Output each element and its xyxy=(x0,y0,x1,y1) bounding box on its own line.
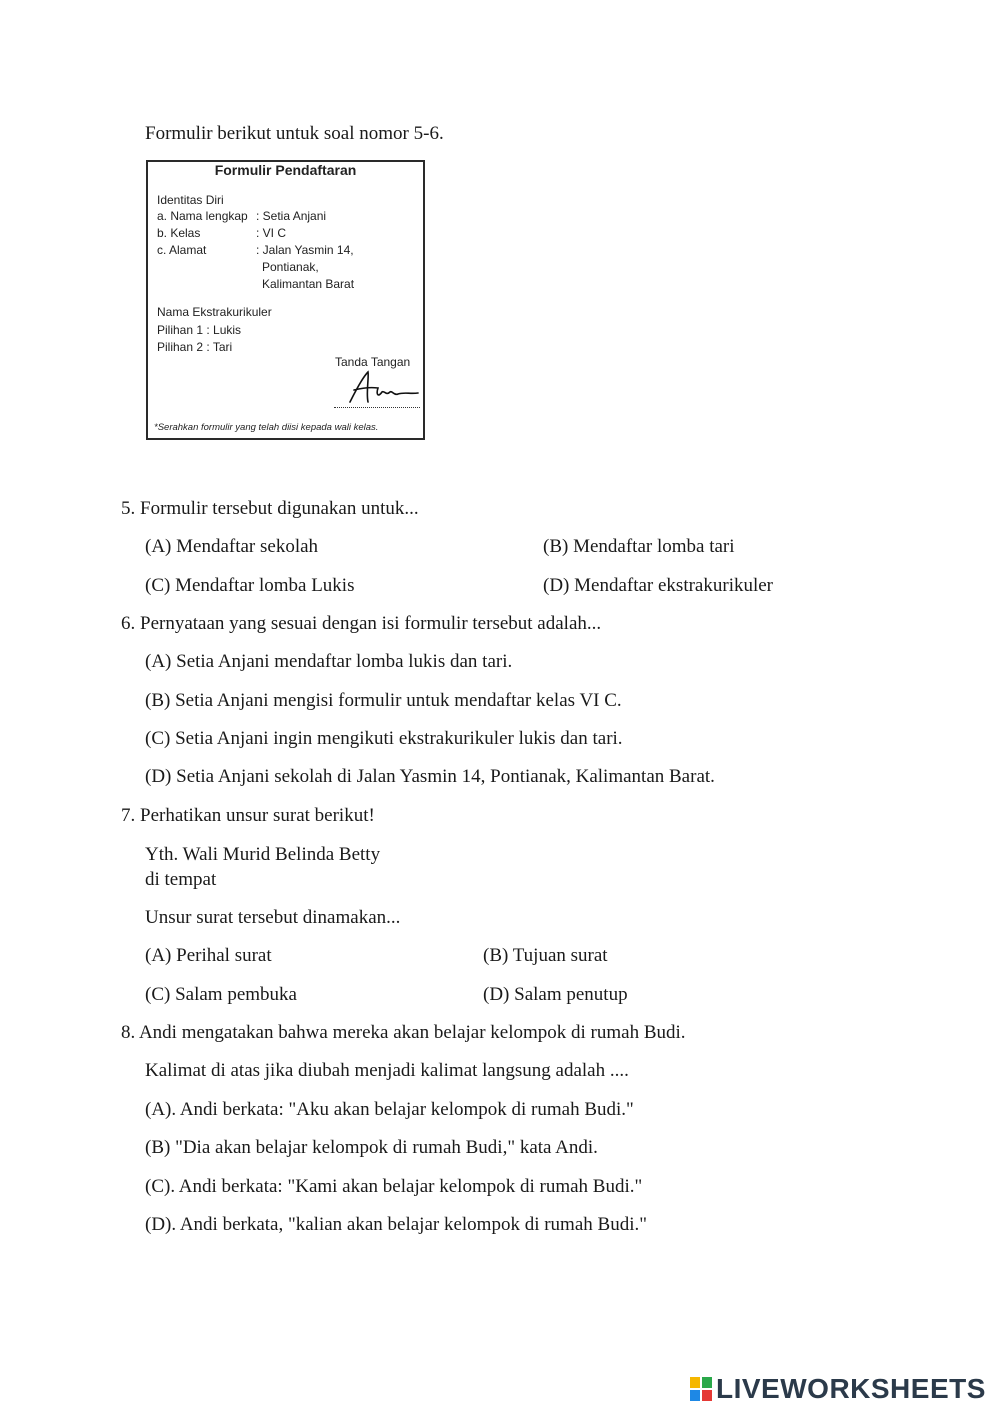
form-address-line1: : Jalan Yasmin 14, xyxy=(256,243,354,257)
form-address-line3: Kalimantan Barat xyxy=(262,277,355,291)
q5-option-c: (C) Mendaftar lomba Lukis xyxy=(145,575,355,596)
form-section-identity: Identitas Diri xyxy=(157,193,224,207)
q8-question: 8. Andi mengatakan bahwa mereka akan belajar kelompok di rumah Budi. xyxy=(121,1022,686,1043)
form-choice-1: Pilihan 1 : Lukis xyxy=(157,323,242,337)
q7-excerpt-line2: di tempat xyxy=(145,869,217,890)
q7-option-a: (A) Perihal surat xyxy=(145,945,272,966)
logo-text: LIVEWORKSHEETS xyxy=(716,1373,986,1404)
signature-line xyxy=(334,407,420,408)
form-note: *Serahkan formulir yang telah diisi kepada wali kelas. xyxy=(154,422,379,433)
q6-question: 6. Pernyataan yang sesuai dengan isi formulir tersebut adalah... xyxy=(121,613,602,634)
q5-option-b: (B) Mendaftar lomba tari xyxy=(543,536,735,557)
form-name-label: a. Nama lengkap xyxy=(157,209,248,223)
q5-option-d: (D) Mendaftar ekstrakurikuler xyxy=(543,575,774,596)
form-title: Formulir Pendaftaran xyxy=(214,162,357,178)
form-address-label: c. Alamat xyxy=(157,243,207,257)
form-name-value: : Setia Anjani xyxy=(256,209,327,223)
q8-prompt: Kalimat di atas jika diubah menjadi kalimat langsung adalah .... xyxy=(145,1060,629,1081)
signature-image xyxy=(336,368,426,408)
q6-option-b: (B) Setia Anjani mengisi formulir untuk mendaftar kelas VI C. xyxy=(145,690,622,711)
form-signature-label: Tanda Tangan xyxy=(335,355,411,369)
q7-excerpt-line1: Yth. Wali Murid Belinda Betty xyxy=(145,844,381,865)
q8-option-c: (C). Andi berkata: "Kami akan belajar kelompok di rumah Budi." xyxy=(145,1176,643,1197)
q5-question: 5. Formulir tersebut digunakan untuk... xyxy=(121,498,419,519)
q6-option-c: (C) Setia Anjani ingin mengikuti ekstrakurikuler lukis dan tari. xyxy=(145,728,623,749)
form-section-extracurricular: Nama Ekstrakurikuler xyxy=(157,305,272,319)
q5-option-a: (A) Mendaftar sekolah xyxy=(145,536,319,557)
intro-text: Formulir berikut untuk soal nomor 5-6. xyxy=(145,123,444,144)
q6-option-a: (A) Setia Anjani mendaftar lomba lukis dan tari. xyxy=(145,651,513,672)
q8-option-a: (A). Andi berkata: "Aku akan belajar kelompok di rumah Budi." xyxy=(145,1099,634,1120)
form-choice-2: Pilihan 2 : Tari xyxy=(157,340,233,354)
q6-option-d: (D) Setia Anjani sekolah di Jalan Yasmin 14, Pontianak, Kalimantan Barat. xyxy=(145,766,715,787)
form-address-line2: Pontianak, xyxy=(262,260,319,274)
form-class-label: b. Kelas xyxy=(157,226,201,240)
form-class-value: : VI C xyxy=(256,226,287,240)
registration-form-image xyxy=(146,160,425,440)
q8-option-b: (B) "Dia akan belajar kelompok di rumah Budi," kata Andi. xyxy=(145,1137,598,1158)
q7-option-b: (B) Tujuan surat xyxy=(483,945,608,966)
liveworksheets-logo[interactable] xyxy=(690,1374,986,1404)
q8-option-d: (D). Andi berkata, "kalian akan belajar kelompok di rumah Budi." xyxy=(145,1214,647,1235)
q7-option-d: (D) Salam penutup xyxy=(483,984,628,1005)
liveworksheets-icon xyxy=(690,1377,712,1401)
q7-question: 7. Perhatikan unsur surat berikut! xyxy=(121,805,375,826)
q7-prompt: Unsur surat tersebut dinamakan... xyxy=(145,907,401,928)
q7-option-c: (C) Salam pembuka xyxy=(145,984,297,1005)
